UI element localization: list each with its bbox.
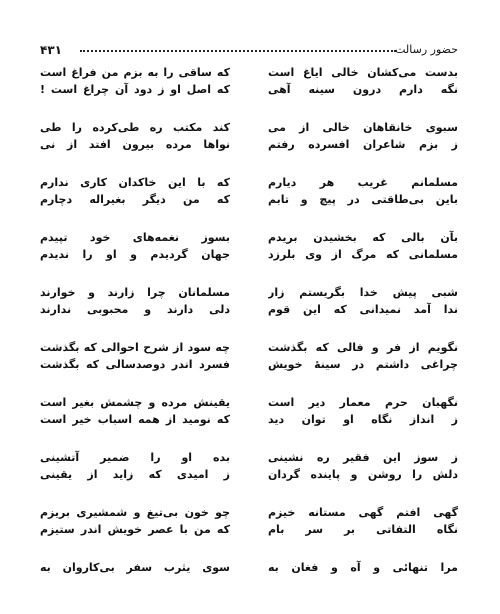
verse-line: نگه دارم درون سینه آهی — [268, 83, 458, 96]
stanza-right-column — [268, 119, 458, 153]
verse-line: مسلمانان چرا زارند و خوارند — [40, 286, 230, 299]
page-number: ۴۳۱ — [40, 43, 62, 57]
verse-line: مسلمانی که مرگ از وی بلرزد — [268, 248, 458, 261]
stanza-right-column — [268, 284, 458, 318]
verse-line: جهان گردیدم و او را ندیدم — [40, 248, 230, 261]
stanza — [40, 339, 458, 394]
stanza-left-column — [40, 174, 230, 208]
verse-line: که با این خاکدان کاری ندارم — [40, 176, 230, 189]
verse-line: مسلمانم غریب هر دیارم — [268, 176, 458, 189]
verse-line: نگهبان حرم معمار دیر است — [268, 396, 458, 409]
stanza-left-column — [40, 504, 230, 538]
verse-line: یقینش مرده و چشمش بغیر است — [40, 396, 230, 409]
verse-line: که من با عصر خویش اندر ستیزم — [40, 523, 230, 536]
stanza-left-column — [40, 559, 230, 576]
verse-line: که ساقی را به بزم من فراغ است — [40, 66, 230, 79]
verse-line: ز امیدی که زاید از یقینی — [40, 468, 230, 481]
verse-line: بدست می‌کشان خالی ایاغ است — [268, 66, 458, 79]
stanza-right-column — [268, 229, 458, 263]
stanza — [40, 284, 458, 339]
verse-line: بده او را ضمیر آتشینی — [40, 451, 230, 464]
verse-line: دلی دارند و محبوبی ندارند — [40, 303, 230, 316]
stanza-right-column — [268, 339, 458, 373]
stanza-left-column — [40, 449, 230, 483]
running-title: حضور رسالت — [395, 43, 458, 56]
verse-line: گهی افتم گهی مستانه خیزم — [268, 506, 458, 519]
stanza-right-column — [268, 64, 458, 98]
dotted-leader — [80, 50, 396, 52]
stanza-left-column — [40, 64, 230, 98]
verse-line: فسرد اندر دوصدسالی که بگذشت — [40, 358, 230, 371]
poem-body — [40, 64, 458, 614]
verse-line: سبوی خانقاهان خالی از می — [268, 121, 458, 134]
verse-line: ز سوز این فقیر ره نشینی — [268, 451, 458, 464]
stanza — [40, 449, 458, 504]
stanza — [40, 119, 458, 174]
verse-line: ز بزم شاعران افسرده رفتم — [268, 138, 458, 151]
verse-line: چراغی داشتم در سینهٔ خویش — [268, 358, 458, 371]
verse-line: چو خون بی‌تیغ و شمشیری بریزم — [40, 506, 230, 519]
verse-line: نواها مرده بیرون افتد از نی — [40, 138, 230, 151]
stanza — [40, 229, 458, 284]
stanza — [40, 559, 458, 614]
stanza-right-column — [268, 504, 458, 538]
verse-line: سوی یثرب سفر بی‌کاروان به — [40, 561, 230, 574]
stanza — [40, 64, 458, 119]
stanza-left-column — [40, 119, 230, 153]
verse-line: مرا تنهائی و آه و فغان به — [268, 561, 458, 574]
stanza-left-column — [40, 394, 230, 428]
stanza-right-column — [268, 394, 458, 428]
stanza-right-column — [268, 559, 458, 576]
verse-line: نگویم از فر و فالی که بگذشت — [268, 341, 458, 354]
page-header — [40, 42, 458, 58]
stanza-right-column — [268, 449, 458, 483]
verse-line: ز انداز نگاه او توان دید — [268, 413, 458, 426]
verse-line: بسوز نغمه‌های خود تپیدم — [40, 231, 230, 244]
stanza-left-column — [40, 339, 230, 373]
verse-line: نگاه التفاتی بر سر بام — [268, 523, 458, 536]
verse-line: که من دیگر بغیراله دچارم — [40, 193, 230, 206]
verse-line: چه سود از شرح احوالی که بگذشت — [40, 341, 230, 354]
verse-line: که اصل او ز دود آن چراغ است ! — [40, 83, 230, 96]
stanza-right-column — [268, 174, 458, 208]
stanza-left-column — [40, 229, 230, 263]
stanza — [40, 394, 458, 449]
verse-line: باین بی‌طاقتی در پیچ و تابم — [268, 193, 458, 206]
stanza — [40, 174, 458, 229]
verse-line: بآن بالی که بخشیدن بریدم — [268, 231, 458, 244]
verse-line: ندا آمد نمیدانی که این قوم — [268, 303, 458, 316]
stanza-left-column — [40, 284, 230, 318]
verse-line: کند مکتب ره طی‌کرده را طی — [40, 121, 230, 134]
stanza — [40, 504, 458, 559]
verse-line: که نومید از همه اسباب خیر است — [40, 413, 230, 426]
verse-line: دلش را روشن و پاینده گردان — [268, 468, 458, 481]
verse-line: شبی پیش خدا بگریستم زار — [268, 286, 458, 299]
